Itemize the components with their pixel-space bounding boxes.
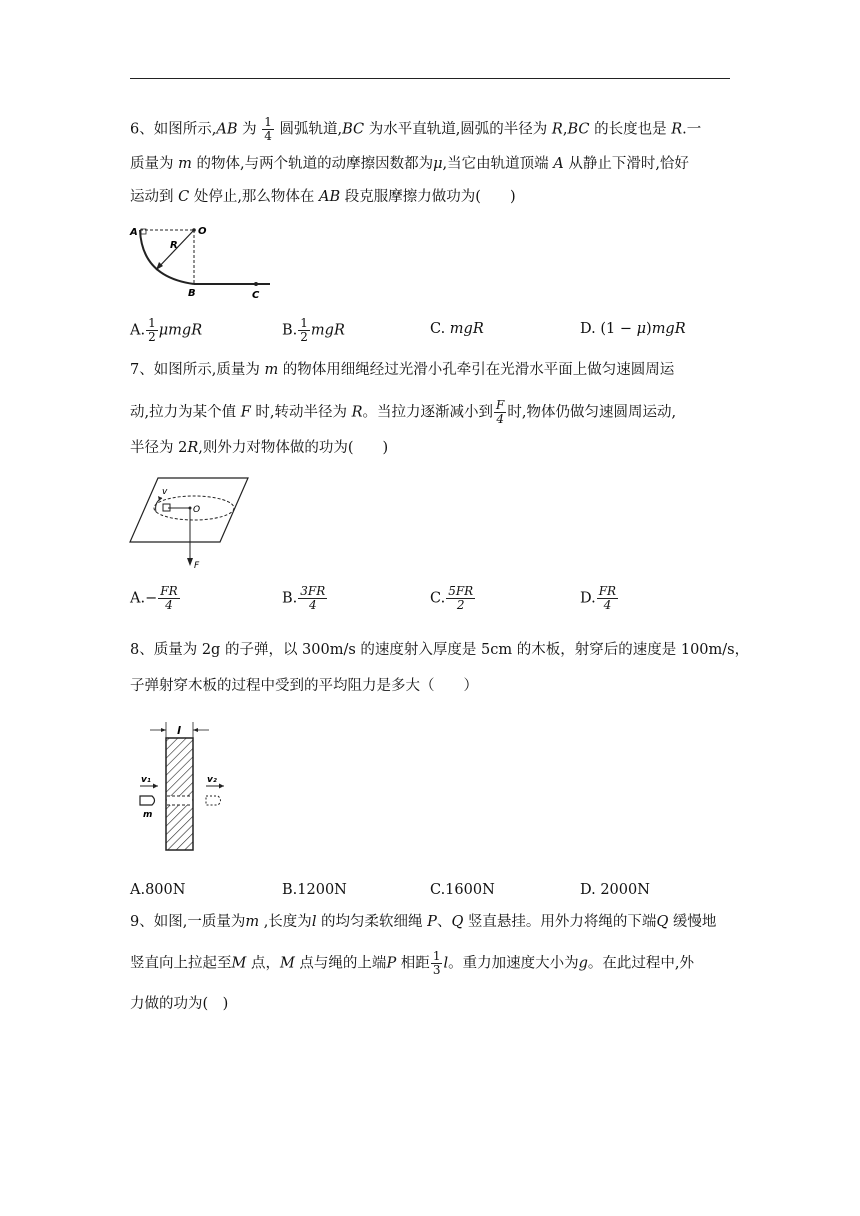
text: 运动到 — [130, 189, 179, 205]
label-R: R — [170, 240, 178, 251]
label-v2: v₂ — [207, 775, 217, 785]
text: 。在此过程中,外 — [587, 955, 694, 972]
label-B: B — [188, 288, 196, 299]
numerator: 1 — [432, 949, 441, 963]
text: AB — [319, 189, 341, 205]
text: 7、如图所示,质量为 — [130, 362, 265, 378]
option-label: A. — [130, 322, 146, 339]
fraction-f-over-4 — [494, 399, 506, 426]
question-6-line-1 — [130, 116, 701, 143]
text: m — [245, 914, 260, 930]
text: 圆弧轨道, — [274, 121, 343, 138]
question-6-line-3 — [130, 187, 516, 207]
numerator: F — [496, 398, 505, 412]
text: M — [231, 955, 247, 972]
text: 时,物体仍做匀速圆周运动, — [507, 404, 677, 421]
option-label: D. — [580, 590, 596, 607]
text: l — [443, 955, 449, 972]
option-label: D. — [580, 321, 596, 337]
option-text: μmgR — [158, 322, 203, 339]
q7-option-d[interactable] — [580, 585, 619, 612]
figure-6-arc-track — [128, 222, 278, 302]
option-label: C. — [430, 590, 446, 607]
text: 的均匀柔软细绳 — [316, 914, 428, 930]
q7-option-b[interactable] — [282, 585, 328, 612]
text: 为水平直轨道,圆弧的半径为 — [364, 121, 552, 138]
text: m — [178, 156, 192, 172]
option-label: C. — [430, 321, 446, 337]
denominator: 4 — [264, 129, 272, 143]
option-label: B. — [282, 590, 298, 607]
text: C — [178, 189, 190, 205]
denominator: 2 — [300, 330, 308, 344]
label-v1: v₁ — [141, 775, 151, 785]
text: g — [578, 955, 588, 972]
text: 点与绳的上端 — [294, 955, 387, 972]
question-9 — [130, 910, 732, 1010]
text: Q — [656, 914, 669, 930]
fraction-half — [146, 317, 158, 344]
q7-option-c[interactable] — [430, 585, 476, 612]
text: 相距 — [396, 955, 430, 972]
text: M — [279, 955, 295, 972]
question-7-line-2 — [130, 399, 676, 426]
option-fraction — [158, 585, 179, 612]
text: 的物体,与两个轨道的动摩擦因数都为 — [191, 156, 434, 172]
option-text: mgR — [310, 322, 345, 339]
text: P — [427, 914, 437, 930]
text: R — [351, 404, 363, 421]
text: 时,转动半径为 — [250, 404, 352, 421]
numerator: 1 — [300, 316, 308, 330]
numerator: FR — [598, 584, 617, 598]
text: BC — [342, 121, 365, 138]
text: 动,拉力为某个值 — [130, 404, 241, 421]
denominator: 4 — [308, 598, 317, 612]
label-O: O — [193, 505, 201, 515]
text: μ — [433, 156, 443, 172]
option-text: − — [145, 590, 158, 607]
question-6 — [130, 112, 732, 222]
text: 的长度也是 — [589, 121, 672, 138]
question-7-line-1 — [130, 360, 674, 380]
text: P — [386, 955, 397, 972]
q6-option-b[interactable] — [282, 317, 345, 344]
option-text: mgR — [651, 321, 686, 337]
numerator: FR — [160, 584, 178, 598]
label-F: F — [194, 561, 200, 571]
figure-8-bullet-board — [136, 720, 236, 855]
numerator: 1 — [148, 316, 156, 330]
text: 质量为 — [130, 156, 179, 172]
numerator: 1 — [264, 115, 272, 129]
text: m — [264, 362, 279, 378]
question-8-line-1: 8、质量为 2g 的子弹，以 300m/s 的速度射入厚度是 5cm 的木板，射穿后的速度是 100m/s， — [130, 642, 750, 658]
q8-option-c[interactable]: C.1600N — [430, 882, 495, 898]
option-fraction — [446, 585, 475, 612]
denominator: 2 — [456, 598, 465, 612]
q6-option-a[interactable] — [130, 317, 202, 344]
option-text: (1 − — [600, 321, 637, 337]
q6-option-d[interactable] — [580, 321, 686, 337]
label-l: l — [177, 724, 181, 737]
fraction-half — [298, 317, 310, 344]
text: , — [562, 121, 568, 138]
label-O: O — [198, 226, 207, 237]
option-text: μ — [636, 321, 647, 337]
text: 从静止下滑时,恰好 — [563, 156, 689, 172]
q6-option-c[interactable] — [430, 321, 484, 337]
option-label: A. — [130, 590, 146, 607]
label-C: C — [252, 290, 260, 301]
denominator: 4 — [165, 598, 173, 612]
text: 缓慢地 — [668, 914, 717, 930]
text: R — [187, 440, 199, 456]
denominator: 2 — [148, 330, 156, 344]
question-9-line-3: 力做的功为( ) — [130, 996, 229, 1012]
numerator: 5FR — [448, 584, 474, 598]
q8-option-a[interactable]: A.800N — [130, 882, 186, 898]
numerator: 3FR — [300, 584, 326, 598]
text: 竖直向上拉起至 — [130, 955, 232, 972]
text: R — [551, 121, 563, 138]
denominator: 4 — [496, 412, 505, 426]
question-8 — [130, 636, 750, 696]
label-v: v — [162, 487, 168, 497]
text: 。当拉力逐渐减小到 — [362, 404, 494, 421]
label-A: A — [130, 227, 138, 238]
denominator: 3 — [432, 963, 441, 977]
text: 为 — [237, 121, 262, 138]
option-text: mgR — [449, 321, 484, 337]
text: ,则外力对物体做的功为( ) — [198, 440, 389, 456]
q7-option-a[interactable] — [130, 585, 181, 612]
text: .一 — [682, 121, 702, 138]
text: 的物体用细绳经过光滑小孔牵引在光滑水平面上做匀速圆周运 — [278, 362, 675, 378]
header-rule — [130, 78, 730, 79]
option-fraction — [298, 585, 327, 612]
text: 6、如图所示, — [130, 121, 217, 138]
text: 处停止,那么物体在 — [189, 189, 320, 205]
q8-option-b[interactable]: B.1200N — [282, 882, 347, 898]
question-7 — [130, 356, 732, 466]
question-6-line-2 — [130, 154, 689, 174]
option-label: B. — [282, 322, 298, 339]
text: A — [553, 156, 564, 172]
denominator: 4 — [603, 598, 612, 612]
question-9-line-2 — [130, 950, 694, 977]
text: ,长度为 — [259, 914, 312, 930]
question-7-line-3 — [130, 438, 388, 458]
text: R — [671, 121, 683, 138]
text: 9、如图,一质量为 — [130, 914, 246, 930]
text: AB — [216, 121, 238, 138]
text: BC — [567, 121, 590, 138]
text: Q — [451, 914, 464, 930]
q8-option-d[interactable]: D. 2000N — [580, 882, 650, 898]
figure-7-circular-motion — [128, 474, 253, 574]
fraction-third — [431, 950, 443, 977]
option-fraction — [597, 585, 618, 612]
text: 点， — [246, 955, 280, 972]
text: ,当它由轨道顶端 — [442, 156, 554, 172]
text: 段克服摩擦力做功为( ) — [340, 189, 516, 205]
text: l — [311, 914, 317, 930]
fraction-quarter — [262, 116, 274, 143]
text: 、 — [436, 914, 452, 930]
text: 竖直悬挂。用外力将绳的下端 — [463, 914, 657, 930]
option-text: ) — [646, 321, 652, 337]
text: F — [240, 404, 251, 421]
question-8-line-2: 子弹射穿木板的过程中受到的平均阻力是多大（ ） — [130, 678, 478, 694]
question-9-line-1 — [130, 912, 716, 932]
text: 半径为 2 — [130, 440, 188, 456]
label-m: m — [143, 810, 153, 820]
text: 。重力加速度大小为 — [448, 955, 579, 972]
